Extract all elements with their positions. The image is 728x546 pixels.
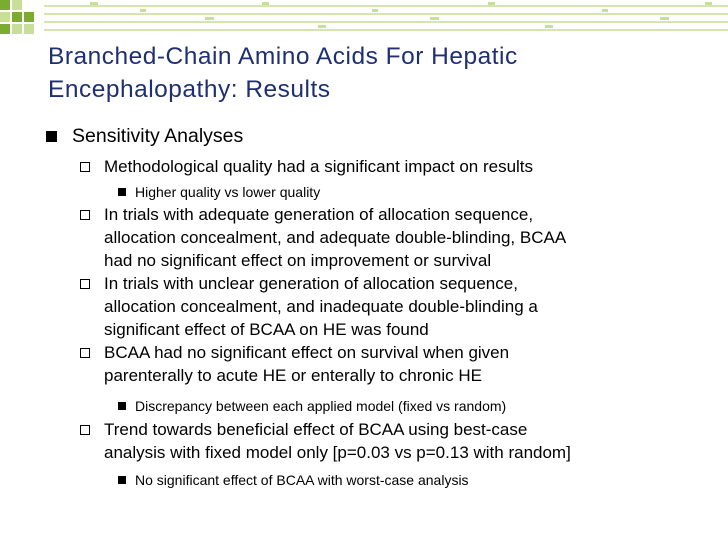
bullet-survival-line1: BCAA had no significant effect on survival when given <box>104 343 510 362</box>
bullet-adequate-line2: allocation concealment, and adequate double-blinding, BCAA <box>104 228 567 247</box>
bullet-sensitivity-analyses: Sensitivity Analyses <box>72 125 244 147</box>
bullet-discrepancy: Discrepancy between each applied model (fixed vs random) <box>135 398 507 414</box>
header-decoration <box>0 0 728 40</box>
bullet-adequate-line1: In trials with adequate generation of allocation sequence, <box>104 205 534 224</box>
bullet-square-hollow <box>80 210 90 220</box>
bullet-survival-line2: parenterally to acute HE or enterally to chronic HE <box>104 366 482 385</box>
bullet-square-small <box>118 188 126 196</box>
title-line-1: Branched-Chain Amino Acids For Hepatic <box>48 43 518 70</box>
bullet-square-hollow <box>80 279 90 289</box>
slide-title <box>48 40 708 106</box>
bullet-square-small <box>118 402 126 410</box>
bullet-worst-case: No significant effect of BCAA with worst-case analysis <box>135 472 469 488</box>
bullet-adequate-line3: had no significant effect on improvement or survival <box>104 251 492 270</box>
bullet-square-hollow <box>80 425 90 435</box>
bullet-unclear-line3: significant effect of BCAA on HE was found <box>104 320 429 339</box>
header-stripes <box>44 6 728 30</box>
bullet-unclear-line1: In trials with unclear generation of allocation sequence, <box>104 274 518 293</box>
bullet-square-hollow <box>80 162 90 172</box>
checker-squares <box>0 0 34 34</box>
bullet-square-filled <box>46 131 57 142</box>
title-line-2: Encephalopathy: Results <box>48 76 331 103</box>
bullet-trend-line2: analysis with fixed model only [p=0.03 vs p=0.13 with random] <box>104 443 571 462</box>
bullet-methodological-quality: Methodological quality had a significant impact on results <box>104 157 534 176</box>
bullet-square-hollow <box>80 348 90 358</box>
bullet-square-small <box>118 476 126 484</box>
bullet-higher-quality: Higher quality vs lower quality <box>135 184 321 200</box>
bullet-trend-line1: Trend towards beneficial effect of BCAA using best-case <box>104 420 528 439</box>
bullet-unclear-line2: allocation concealment, and inadequate double-blinding a <box>104 297 538 316</box>
